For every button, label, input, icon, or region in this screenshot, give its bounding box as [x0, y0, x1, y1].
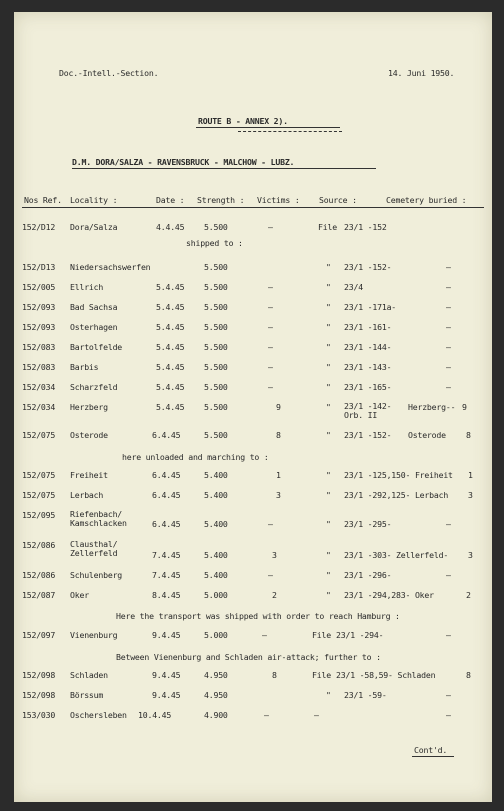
row-locality: Oschersleben [70, 710, 127, 720]
row-date: 9.4.45 [152, 670, 181, 680]
row-date: 5.4.45 [156, 402, 185, 412]
row-strength: 5.000 [204, 630, 228, 640]
row-locality: Barbis [70, 362, 99, 372]
row-ref: 152/098 [22, 690, 56, 700]
row-source-prefix: " [326, 402, 331, 412]
row-source-prefix: — [314, 710, 319, 720]
note-air-attack: Between Vienenburg and Schladen air-attack; further to : [116, 652, 381, 662]
row-cemetery-count: 3 [468, 490, 473, 500]
row-source-prefix: " [326, 570, 331, 580]
row-date: 5.4.45 [156, 282, 185, 292]
document-page [14, 12, 492, 802]
row-source-prefix: " [326, 490, 331, 500]
row-source: 23/1 -296- [344, 570, 392, 580]
row-source-prefix: " [326, 690, 331, 700]
row-source: 23/1 -294,283- Oker [344, 590, 434, 600]
row-date: 7.4.45 [152, 570, 181, 580]
row-strength: 5.400 [204, 570, 228, 580]
row-date: 10.4.45 [138, 710, 172, 720]
row-ref: 152/D12 [22, 222, 56, 232]
row-locality: Bartolfelde [70, 342, 123, 352]
row-victims: — [268, 382, 273, 392]
section-header: Doc.-Intell.-Section. [59, 68, 159, 78]
row-victims: — [268, 342, 273, 352]
row-source: 23/1 -125,150- Freiheit [344, 470, 453, 480]
row-victims: 8 [272, 670, 277, 680]
row-source: 23/1 -295- [344, 519, 392, 529]
row-source-prefix: File [312, 670, 331, 680]
row-source: 23/1 -59- [344, 690, 387, 700]
row-strength: 5.500 [204, 262, 228, 272]
note-shipped: shipped to : [186, 238, 243, 248]
column-date: Date : [156, 195, 185, 205]
row-locality: Bad Sachsa [70, 302, 118, 312]
continued-underline [412, 756, 454, 757]
row-cemetery: — [446, 282, 451, 292]
row-strength: 5.400 [204, 470, 228, 480]
row-source-prefix: " [326, 382, 331, 392]
row-date: 5.4.45 [156, 342, 185, 352]
row-source: 23/1 -292,125- Lerbach [344, 490, 449, 500]
row-strength: 5.400 [204, 490, 228, 500]
row-locality: Börssum [70, 690, 104, 700]
row-victims: — [268, 519, 273, 529]
row-cemetery: — [446, 690, 451, 700]
row-strength: 5.500 [204, 342, 228, 352]
column-ref: Nos Ref. [24, 195, 62, 205]
row-victims: 3 [272, 550, 277, 560]
row-source-prefix: " [326, 470, 331, 480]
row-date: 6.4.45 [152, 490, 181, 500]
row-ref: 152/034 [22, 382, 56, 392]
row-date: 5.4.45 [156, 302, 185, 312]
column-source: Source : [319, 195, 357, 205]
row-victims: — [262, 630, 267, 640]
header-underline [22, 207, 484, 208]
note-transport: Here the transport was shipped with order to reach Hamburg : [116, 611, 400, 621]
row-strength: 5.500 [204, 322, 228, 332]
row-ref: 152/075 [22, 470, 56, 480]
row-source-prefix: " [326, 362, 331, 372]
note-unloaded: here unloaded and marching to : [122, 452, 269, 462]
row-ref: 152/086 [22, 540, 56, 550]
row-locality: Ellrich [70, 282, 104, 292]
row-strength: 5.500 [204, 222, 228, 232]
row-ref: 152/075 [22, 430, 56, 440]
row-cemetery-count: 8 [466, 670, 471, 680]
row-victims: — [268, 322, 273, 332]
row-source: 23/1 -303- Zellerfeld- [344, 550, 449, 560]
row-date: 6.4.45 [152, 519, 181, 529]
row-source-prefix: " [326, 430, 331, 440]
row-victims: — [268, 282, 273, 292]
row-ref: 152/034 [22, 402, 56, 412]
row-ref: 152/087 [22, 590, 56, 600]
row-cemetery-count: 1 [468, 470, 473, 480]
row-source: 23/1 -165- [344, 382, 392, 392]
row-cemetery: — [446, 302, 451, 312]
row-strength: 5.000 [204, 590, 228, 600]
row-date: 5.4.45 [156, 322, 185, 332]
annex-title-underline [196, 127, 340, 128]
row-ref: 152/D13 [22, 262, 56, 272]
row-victims: — [268, 222, 273, 232]
row-source-prefix: " [326, 342, 331, 352]
row-source-prefix: " [326, 302, 331, 312]
row-victims: 2 [272, 590, 277, 600]
row-strength: 5.400 [204, 550, 228, 560]
row-strength: 5.500 [204, 282, 228, 292]
row-cemetery: — [446, 342, 451, 352]
row-source: 23/1 -143- [344, 362, 392, 372]
row-locality: Dora/Salza [70, 222, 118, 232]
row-locality: Clausthal/ Zellerfeld [70, 539, 118, 558]
row-locality: Scharzfeld [70, 382, 118, 392]
row-ref: 152/093 [22, 322, 56, 332]
row-date: 9.4.45 [152, 630, 181, 640]
row-strength: 4.950 [204, 670, 228, 680]
row-cemetery-count: 3 [468, 550, 473, 560]
row-source-prefix: " [326, 550, 331, 560]
row-source: 23/1 -152 [344, 222, 387, 232]
annex-title-dashes [238, 131, 342, 132]
row-source-prefix: " [326, 282, 331, 292]
date-header: 14. Juni 1950. [388, 68, 455, 78]
row-date: 7.4.45 [152, 550, 181, 560]
route-title-underline [72, 168, 376, 169]
row-source: 23/4 [344, 282, 363, 292]
row-date: 6.4.45 [152, 430, 181, 440]
row-strength: 5.500 [204, 382, 228, 392]
row-cemetery: — [446, 570, 451, 580]
row-source-prefix: File [312, 630, 331, 640]
row-strength: 5.400 [204, 519, 228, 529]
row-victims: — [268, 570, 273, 580]
column-strength: Strength : [197, 195, 245, 205]
row-date: 5.4.45 [156, 362, 185, 372]
row-cemetery: — [446, 382, 451, 392]
row-source: 23/1 -294- [336, 630, 384, 640]
row-locality: Riefenbach/ Kamschlacken [70, 509, 127, 528]
row-strength: 4.950 [204, 690, 228, 700]
row-victims: — [268, 362, 273, 372]
column-victims: Victims : [257, 195, 300, 205]
row-date: 4.4.45 [156, 222, 185, 232]
row-source: 23/1 -152- [344, 262, 392, 272]
row-victims: 3 [276, 490, 281, 500]
row-date: 9.4.45 [152, 690, 181, 700]
row-cemetery-count: 2 [466, 590, 471, 600]
row-cemetery-count: 9 [462, 402, 467, 412]
row-ref: 152/005 [22, 282, 56, 292]
row-cemetery: — [446, 630, 451, 640]
row-source: 23/1 -152- [344, 430, 392, 440]
row-victims: 8 [276, 430, 281, 440]
row-locality: Vienenburg [70, 630, 118, 640]
row-cemetery: Osterode [408, 430, 446, 440]
row-strength: 5.500 [204, 402, 228, 412]
row-source: 23/1 -58,59- Schladen [336, 670, 436, 680]
row-source: 23/1 -142- Orb. II [344, 401, 392, 420]
row-locality: Osterode [70, 430, 108, 440]
row-source: 23/1 -144- [344, 342, 392, 352]
row-source-prefix: " [326, 590, 331, 600]
row-ref: 152/083 [22, 342, 56, 352]
continued-note: Cont'd. [414, 745, 448, 755]
row-source: 23/1 -161- [344, 322, 392, 332]
row-locality: Oker [70, 590, 89, 600]
row-locality: Schulenberg [70, 570, 123, 580]
row-cemetery: — [446, 710, 451, 720]
row-victims: — [264, 710, 269, 720]
row-source-prefix: " [326, 322, 331, 332]
row-locality: Freiheit [70, 470, 108, 480]
row-source: 23/1 -171a- [344, 302, 397, 312]
row-locality: Herzberg [70, 402, 108, 412]
row-cemetery: — [446, 519, 451, 529]
row-strength: 5.500 [204, 430, 228, 440]
route-title: D.M. DORA/SALZA - RAVENSBRUCK - MALCHOW - LUBZ. [72, 157, 295, 167]
column-cemetery: Cemetery buried : [386, 195, 467, 205]
row-ref: 152/097 [22, 630, 56, 640]
row-cemetery: — [446, 362, 451, 372]
row-date: 8.4.45 [152, 590, 181, 600]
row-ref: 152/095 [22, 510, 56, 520]
row-locality: Osterhagen [70, 322, 118, 332]
row-ref: 152/093 [22, 302, 56, 312]
row-locality: Lerbach [70, 490, 104, 500]
row-victims: — [268, 302, 273, 312]
row-ref: 152/098 [22, 670, 56, 680]
row-locality: Niedersachswerfen [70, 262, 151, 272]
row-source-prefix: " [326, 262, 331, 272]
row-strength: 4.900 [204, 710, 228, 720]
row-cemetery: — [446, 262, 451, 272]
row-victims: 1 [276, 470, 281, 480]
row-cemetery: — [446, 322, 451, 332]
row-ref: 152/075 [22, 490, 56, 500]
row-cemetery-count: 8 [466, 430, 471, 440]
row-victims: 9 [276, 402, 281, 412]
row-ref: 152/086 [22, 570, 56, 580]
row-strength: 5.500 [204, 302, 228, 312]
row-strength: 5.500 [204, 362, 228, 372]
row-cemetery: Herzberg-- [408, 402, 456, 412]
row-ref: 153/030 [22, 710, 56, 720]
row-ref: 152/083 [22, 362, 56, 372]
column-locality: Locality : [70, 195, 118, 205]
row-date: 5.4.45 [156, 382, 185, 392]
annex-title: ROUTE B - ANNEX 2). [198, 116, 288, 126]
row-locality: Schladen [70, 670, 108, 680]
row-date: 6.4.45 [152, 470, 181, 480]
row-source-prefix: " [326, 519, 331, 529]
row-source-prefix: File [318, 222, 337, 232]
